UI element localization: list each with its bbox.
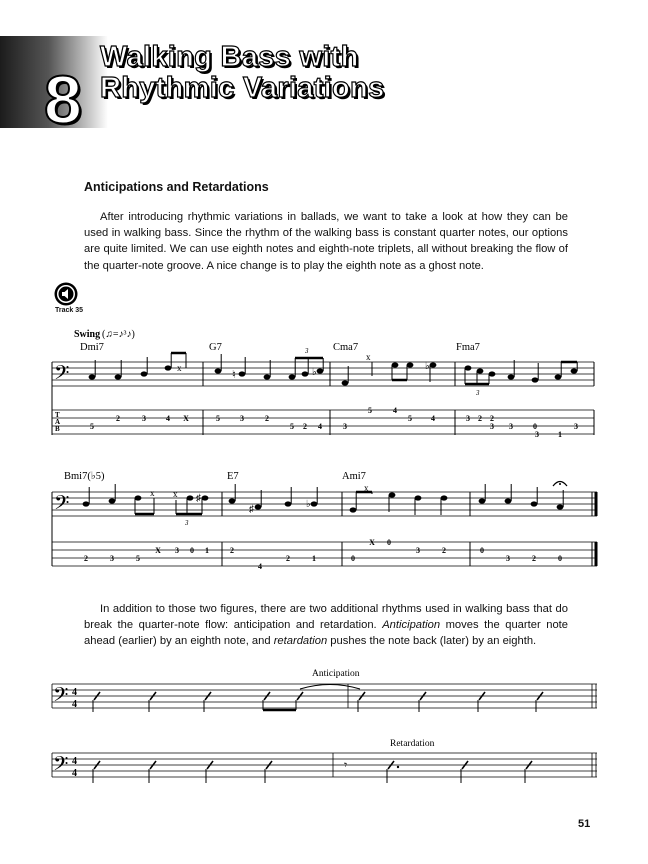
svg-text:3: 3 (416, 546, 420, 555)
svg-text:5: 5 (216, 414, 220, 423)
svg-text:3: 3 (240, 414, 244, 423)
svg-text:5: 5 (290, 422, 294, 431)
svg-text:2: 2 (303, 422, 307, 431)
chord-symbol: Fma7 (456, 342, 480, 353)
svg-text:♮: ♮ (232, 369, 236, 381)
svg-text:5: 5 (136, 554, 140, 563)
swing-rhythm: (♫=♪³♪) (102, 329, 135, 340)
anticipation-example (0, 662, 648, 712)
svg-text:3: 3 (185, 519, 189, 527)
svg-text:2: 2 (286, 554, 290, 563)
bass-clef-icon: 𝄢 (53, 685, 69, 711)
notation-system-2 (0, 462, 648, 572)
notes-measure-1 (89, 353, 186, 380)
notes-measure-3 (342, 352, 437, 386)
svg-text:4: 4 (72, 768, 77, 779)
svg-text:4: 4 (258, 562, 262, 571)
svg-text:4: 4 (72, 687, 77, 698)
svg-text:♭: ♭ (425, 361, 430, 372)
chord-symbols-2 (64, 470, 366, 482)
svg-text:3: 3 (535, 430, 539, 439)
svg-text:B: B (55, 425, 60, 433)
bass-clef-icon: 𝄢 (53, 754, 69, 780)
svg-text:5: 5 (368, 406, 372, 415)
svg-text:2: 2 (116, 414, 120, 423)
svg-text:2: 2 (265, 414, 269, 423)
chapter-number: 8 (44, 62, 82, 138)
chord-symbol: Ami7 (342, 471, 366, 482)
svg-text:X: X (183, 414, 189, 423)
section-heading: Anticipations and Retardations (84, 180, 269, 194)
svg-text:X: X (155, 546, 161, 555)
svg-text:1: 1 (312, 554, 316, 563)
svg-text:3: 3 (466, 414, 470, 423)
chord-symbols-1 (80, 342, 480, 353)
svg-text:4: 4 (393, 406, 397, 415)
triplet-mark: 3 (476, 389, 480, 397)
svg-text:1: 1 (205, 546, 209, 555)
chapter-title-line2: Rhythmic Variations (100, 72, 385, 104)
intro-paragraph: After introducing rhythmic variations in ballads, we want to take a look at how they can be used in walking bass. Since the rhythm of the walking bass is constant quarter notes, our options are quite limited. We can use eighth notes and eighth-note triplets, all without breaking the flow of the quarter-note groove. A nice change is to play the eighth note as a ghost note. (84, 211, 568, 272)
track-label: Track 35 (55, 307, 84, 314)
notation-system-1 (0, 320, 648, 440)
svg-text:x: x (173, 489, 178, 499)
svg-text:0: 0 (387, 538, 391, 547)
retardation-label: Retardation (390, 739, 435, 749)
explanation-paragraph: In addition to those two figures, there are two additional rhythms used in walking bass that do break the quarter-note flow: anticipation and retardation. Anticipation moves the quarter note ahead (earlier) by an eighth note, and retardation pushes the note back (later) by an eighth. (84, 603, 568, 648)
notes-measure-2 (215, 347, 324, 381)
svg-text:5: 5 (90, 422, 94, 431)
svg-text:5: 5 (408, 414, 412, 423)
time-signature (72, 687, 77, 710)
staff-lines-2 (52, 492, 597, 516)
retardation-example (0, 733, 648, 783)
svg-text:3: 3 (509, 422, 513, 431)
svg-text:3: 3 (490, 422, 494, 431)
svg-text:3: 3 (574, 422, 578, 431)
svg-text:♯: ♯ (196, 493, 201, 504)
svg-text:x: x (366, 352, 371, 362)
chord-symbol: Cma7 (333, 342, 359, 353)
page-number: 51 (578, 818, 591, 830)
svg-text:4: 4 (166, 414, 170, 423)
svg-text:♯: ♯ (249, 504, 254, 515)
chord-symbol: E7 (227, 471, 239, 482)
svg-text:0: 0 (558, 554, 562, 563)
svg-text:2: 2 (478, 414, 482, 423)
svg-text:x: x (150, 488, 155, 498)
svg-text:3: 3 (506, 554, 510, 563)
svg-text:3: 3 (142, 414, 146, 423)
svg-text:4: 4 (72, 756, 77, 767)
svg-text:2: 2 (532, 554, 536, 563)
svg-text:0: 0 (480, 546, 484, 555)
svg-text:X: X (369, 538, 375, 547)
swing-label: Swing (74, 329, 101, 340)
svg-text:0: 0 (190, 546, 194, 555)
tab-staff-2 (52, 542, 597, 566)
svg-text:3: 3 (175, 546, 179, 555)
svg-text:A: A (55, 418, 61, 426)
bass-clef-icon: 𝄢 (54, 363, 70, 389)
anticipation-label: Anticipation (312, 669, 360, 679)
barlines-2 (52, 492, 592, 566)
time-signature (72, 756, 77, 779)
speaker-icon[interactable] (54, 282, 78, 306)
eighth-rest-icon: 𝄾 (344, 758, 348, 772)
svg-text:2: 2 (230, 546, 234, 555)
tab-clef (55, 411, 60, 433)
swing-marking (74, 329, 135, 340)
svg-text:0: 0 (533, 422, 537, 431)
svg-text:x: x (364, 483, 369, 493)
notes-measure-4 (465, 360, 578, 397)
svg-text:1: 1 (558, 430, 562, 439)
svg-text:♭: ♭ (306, 499, 311, 510)
bass-clef-icon: 𝄢 (54, 493, 70, 519)
svg-text:2: 2 (84, 554, 88, 563)
svg-text:4: 4 (72, 699, 77, 710)
svg-text:2: 2 (490, 414, 494, 423)
svg-text:T: T (55, 411, 60, 419)
chord-symbol: G7 (209, 342, 222, 353)
triplet-mark: 3 (305, 347, 309, 355)
chord-symbol: Dmi7 (80, 342, 104, 353)
svg-text:4: 4 (318, 422, 322, 431)
svg-text:x: x (177, 363, 182, 373)
chapter-title-line1: Walking Bass with (100, 41, 359, 73)
chord-symbol: Bmi7(♭5) (64, 471, 105, 482)
svg-text:4: 4 (431, 414, 435, 423)
svg-text:3: 3 (110, 554, 114, 563)
svg-text:3: 3 (343, 422, 347, 431)
svg-text:2: 2 (442, 546, 446, 555)
svg-text:0: 0 (351, 554, 355, 563)
chapter-title (100, 42, 385, 104)
svg-text:♭: ♭ (312, 367, 317, 378)
